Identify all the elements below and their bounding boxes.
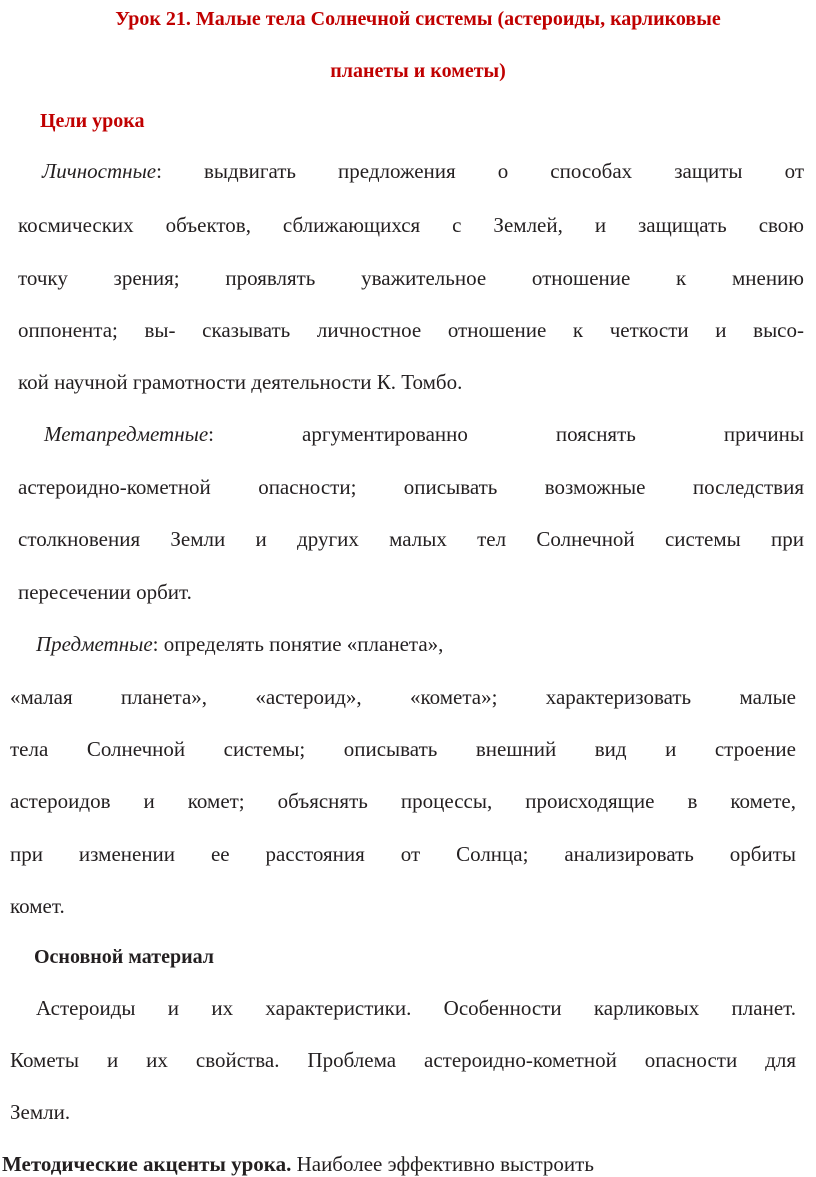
goals-heading: Цели урока xyxy=(40,110,145,132)
meta-goals-line-4: пересечении орбит. xyxy=(18,580,192,604)
subject-goals-text: : определять понятие «планета», xyxy=(152,632,444,656)
subject-goals-line-3: тела Солнечной системы; описывать внешний вид и строение xyxy=(10,737,796,761)
personal-goals-line-5: кой научной грамотности деятельности К. Томбо. xyxy=(18,370,463,394)
main-material-heading: Основной материал xyxy=(34,946,215,968)
main-material-line-2: Кометы и их свойства. Проблема астероидно-кометной опасности для xyxy=(10,1048,796,1072)
personal-goals-text: : выдвигать предложения о способах защиты от xyxy=(156,159,804,183)
subject-goals-line-1 xyxy=(36,631,443,657)
personal-goals-line-4: оппонента; вы- сказывать личностное отношение к четкости и высо- xyxy=(18,318,804,342)
page-title-line-2: планеты и кометы) xyxy=(330,60,506,82)
main-material-line-1: Астероиды и их характеристики. Особенности карликовых планет. xyxy=(36,996,796,1020)
meta-goals-line-3: столкновения Земли и других малых тел Солнечной системы при xyxy=(18,527,804,551)
subject-goals-line-2: «малая планета», «астероид», «комета»; характеризовать малые xyxy=(10,685,796,709)
subject-goals-line-5: при изменении ее расстояния от Солнца; анализировать орбиты xyxy=(10,842,796,866)
meta-goals-line-2: астероидно-кометной опасности; описывать возможные последствия xyxy=(18,475,804,499)
subject-goals-line-4: астероидов и комет; объяснять процессы, происходящие в комете, xyxy=(10,789,796,813)
subject-goals-label: Предметные xyxy=(36,632,153,656)
method-accents-label: Методические акценты урока. xyxy=(2,1152,292,1176)
personal-goals-line-1 xyxy=(42,158,804,184)
meta-goals-text: : аргументированно пояснять причины xyxy=(208,422,804,446)
main-material-line-3: Земли. xyxy=(10,1100,71,1124)
personal-goals-line-2: космических объектов, сближающихся с Землей, и защищать свою xyxy=(18,213,804,237)
subject-goals-line-6: комет. xyxy=(10,894,65,918)
meta-goals-label: Метапредметные xyxy=(44,422,209,446)
method-accents-text: Наиболее эффективно выстроить xyxy=(291,1152,594,1176)
method-accents-line xyxy=(2,1151,594,1177)
page-title-line-1: Урок 21. Малые тела Солнечной системы (астероиды, карликовые xyxy=(115,8,721,30)
meta-goals-line-1 xyxy=(44,421,804,447)
personal-goals-line-3: точку зрения; проявлять уважительное отношение к мнению xyxy=(18,266,804,290)
personal-goals-label: Личностные xyxy=(42,159,157,183)
